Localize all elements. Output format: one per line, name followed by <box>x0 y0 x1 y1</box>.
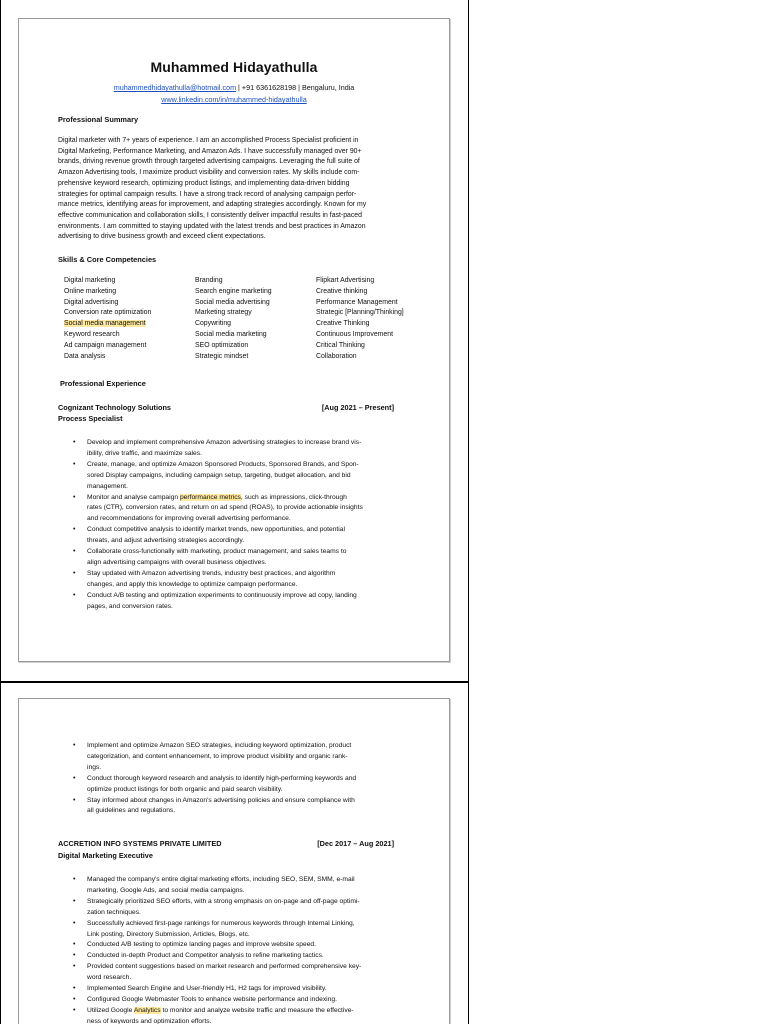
skill-item: Digital marketing <box>64 277 116 284</box>
bullet-text: to monitor and analyze website traffic and measure the effective- <box>160 1006 354 1014</box>
bullet-item <box>87 984 412 995</box>
highlighted-text: Analytics <box>133 1006 161 1014</box>
skill-item: Copywriting <box>195 320 231 328</box>
summary-line: environments. I am committed to staying updated with the latest trends and best practices in Amazon <box>58 222 366 230</box>
summary-line: Amazon Advertising tools, I maximize product visibility and conversion rates. My skills include com- <box>58 169 360 177</box>
bullet-text: Monitor and analyse campaign <box>87 493 180 501</box>
skills-column-3 <box>316 276 404 362</box>
skill-item: Keyword research <box>64 330 120 338</box>
bullet-line: • Implement and optimize Amazon SEO strategies, including keyword optimization, product <box>87 742 352 749</box>
bullet-line: • Conduct thorough keyword research and analysis to identify high-performing keywords and <box>87 774 357 782</box>
bullet-text: , such as impressions, click-through <box>240 493 347 501</box>
linkedin-link[interactable]: www.linkedin.com/in/muhammed-hidayathulla <box>161 95 307 104</box>
summary-line: Digital Marketing, Performance Marketing, and Amazon Ads. I have successfully managed over 90+ <box>58 147 362 155</box>
bullet-item <box>87 962 412 984</box>
highlighted-text: performance metrics <box>179 493 241 501</box>
bullet-line: • Conduct competitive analysis to identify market trends, new opportunities, and potential <box>87 526 345 534</box>
job-1-header <box>58 403 394 412</box>
bullet-line: ings. <box>87 763 102 771</box>
job-1-continued-bullets <box>87 741 412 817</box>
bullet-item <box>87 525 412 547</box>
skill-item: Performance Management <box>316 298 398 306</box>
summary-line: advertising to drive business growth and exceed client expectations. <box>58 233 266 241</box>
viewer-left-border <box>0 0 1 1024</box>
highlighted-skill: Social media management <box>64 320 146 328</box>
skill-item: Flipkart Advertising <box>316 277 375 284</box>
bullet-line: word research. <box>87 974 132 982</box>
bullet-item <box>87 940 412 951</box>
bullet-item <box>87 460 412 493</box>
skill-item: Online marketing <box>64 287 117 295</box>
resume-page-2 <box>18 698 450 1024</box>
skill-item: Digital advertising <box>64 298 119 306</box>
skills-heading: Skills & Core Competencies <box>58 255 157 264</box>
bullet-item <box>87 591 412 613</box>
skill-item: Continuous Improvement <box>316 330 393 338</box>
skill-item: Marketing strategy <box>195 309 252 317</box>
bullet-line: • Stay updated with Amazon advertising trends, industry best practices, and algorithm <box>87 569 336 577</box>
skill-item: Creative thinking <box>316 287 368 295</box>
experience-heading: Professional Experience <box>60 379 146 388</box>
bullet-line: marketing, Google Ads, and social media campaigns. <box>87 886 245 894</box>
summary-line: brands, driving revenue growth through targeted advertising campaigns. Leveraging the full suite of <box>58 158 360 166</box>
summary-heading: Professional Summary <box>58 115 139 124</box>
bullet-text: Utilized Google <box>87 1006 134 1014</box>
bullet-item <box>87 1006 412 1024</box>
skill-item: Strategic [Planning/Thinking] <box>316 309 404 317</box>
bullet-line <box>87 493 412 504</box>
phone-location: | +91 6361628198 | Bengaluru, India <box>236 83 355 92</box>
bullet-line: rates (CTR), conversion rates, and return on ad spend (ROAS), to provide actionable insights <box>87 504 363 512</box>
contact-line <box>19 83 449 93</box>
bullet-item <box>87 569 412 591</box>
skill-item: Branding <box>195 277 223 284</box>
skill-item: SEO optimization <box>195 341 249 349</box>
job-1-role: Process Specialist <box>58 414 123 423</box>
bullet-line: • Successfully achieved first-page rankings for numerous keywords through Internal Linking, <box>87 919 355 927</box>
bullet-line: ness of keywords and optimization efforts. <box>87 1017 212 1024</box>
summary-line: prehensive keyword research, optimizing product listings, and implementing data-driven bidding <box>58 179 350 187</box>
bullet-line: • Configured Google Webmaster Tools to enhance website performance and indexing. <box>87 995 337 1003</box>
bullet-line: • Strategically prioritized SEO efforts, with a strong emphasis on on-page and off-page optimi- <box>87 897 360 905</box>
skill-item: Data analysis <box>64 352 106 360</box>
skills-column-2 <box>195 276 272 362</box>
bullet-line: all guidelines and regulations. <box>87 807 176 815</box>
bullet-line: • Collaborate cross-functionally with marketing, product management, and sales teams to <box>87 548 347 556</box>
bullet-line: • Conducted A/B testing to optimize landing pages and improve website speed. <box>87 941 317 949</box>
summary-line: strategies for optimal campaign results. I have a strong track record of analysing campaign perfor- <box>58 190 357 198</box>
bullet-line: management. <box>87 482 128 490</box>
bullet-item <box>87 951 412 962</box>
bullet-line: • Implemented Search Engine and User-friendly H1, H2 tags for improved visibility. <box>87 985 327 993</box>
skill-item: Social media marketing <box>195 330 267 338</box>
skill-item: Social media advertising <box>195 298 270 306</box>
bullet-line: ibility, drive traffic, and maximize sales. <box>87 449 202 457</box>
bullet-line: sored Display campaigns, including campaign setup, targeting, budget allocation, and bid <box>87 471 351 479</box>
bullet-item <box>87 438 412 460</box>
summary-line: Digital marketer with 7+ years of experience. I am an accomplished Process Specialist proficient in <box>58 137 359 144</box>
summary-line: mance metrics, identifying areas for improvement, and adapting strategies accordingly. Known for my <box>58 201 367 209</box>
bullet-item <box>87 493 412 526</box>
skill-item: Collaboration <box>316 352 357 360</box>
bullet-line: Link posting, Directory Submission, Articles, Blogs, etc. <box>87 930 250 938</box>
bullet-line: • Conduct A/B testing and optimization experiments to continuously improve ad copy, landing <box>87 591 357 599</box>
bullet-line: optimize product listings for both organic and paid search visibility. <box>87 785 283 793</box>
bullet-line: • Stay informed about changes in Amazon's advertising policies and ensure compliance with <box>87 796 355 804</box>
bullet-line: and recommendations for improving overall advertising performance. <box>87 515 291 523</box>
skill-item: Strategic mindset <box>195 352 249 360</box>
summary-line: effective communication and collaboration skills, I consistently deliver impactful results in fast-paced <box>58 211 362 219</box>
bullet-line: zation techniques. <box>87 908 141 916</box>
job-2-bullets <box>87 875 412 1024</box>
job-1-dates: [Aug 2021 – Present] <box>321 403 394 412</box>
bullet-line: • Provided content suggestions based on market research and performed comprehensive key- <box>87 963 362 971</box>
summary-paragraph <box>58 136 413 243</box>
skill-item: Conversion rate optimization <box>64 309 152 317</box>
bullet-line: • Conducted in-depth Product and Competitor analysis to refine marketing tactics. <box>87 952 324 960</box>
bullet-line: threats, and adjust advertising strategies accordingly. <box>87 537 245 545</box>
bullet-line: categorization, and content enhancement, to improve product visibility and organic rank- <box>87 752 348 760</box>
skill-item: Creative Thinking <box>316 320 370 328</box>
bullet-line: align advertising campaigns with overall business objectives. <box>87 558 267 566</box>
bullet-line <box>87 1006 412 1017</box>
bullet-line: • Managed the company's entire digital marketing efforts, including SEO, SEM, SMM, e-mail <box>87 876 355 883</box>
bullet-item <box>87 897 412 919</box>
bullet-line: • Create, manage, and optimize Amazon Sponsored Products, Sponsored Brands, and Spon- <box>87 460 359 468</box>
bullet-line: pages, and conversion rates. <box>87 602 173 610</box>
bullet-line: • Develop and implement comprehensive Amazon advertising strategies to increase brand vis- <box>87 439 362 446</box>
skill-item: Critical Thinking <box>316 341 365 349</box>
skills-column-1 <box>64 276 151 362</box>
skill-item: Search engine marketing <box>195 287 272 295</box>
email-link[interactable]: muhammedhidayathulla@hotmail.com <box>113 83 237 92</box>
job-2-header <box>58 839 394 848</box>
bullet-item <box>87 796 412 818</box>
page-separator <box>0 681 469 683</box>
job-2-dates: [Dec 2017 – Aug 2021] <box>317 839 394 848</box>
bullet-item <box>87 875 412 897</box>
bullet-item <box>87 919 412 941</box>
linkedin-line <box>19 95 449 105</box>
viewer-right-border <box>468 0 469 1024</box>
resume-page-1 <box>18 18 450 662</box>
job-2-company: ACCRETION INFO SYSTEMS PRIVATE LIMITED <box>58 839 222 848</box>
bullet-item <box>87 774 412 796</box>
bullet-line: changes, and apply this knowledge to optimize campaign performance. <box>87 580 298 588</box>
job-1-company: Cognizant Technology Solutions <box>58 403 171 412</box>
bullet-item <box>87 741 412 774</box>
bullet-item <box>87 547 412 569</box>
skill-item <box>64 319 151 330</box>
bullet-item <box>87 995 412 1006</box>
skill-item: Ad campaign management <box>64 341 147 349</box>
job-1-bullets <box>87 438 412 613</box>
job-2-role: Digital Marketing Executive <box>58 851 153 860</box>
candidate-name: Muhammed Hidayathulla <box>150 59 318 75</box>
